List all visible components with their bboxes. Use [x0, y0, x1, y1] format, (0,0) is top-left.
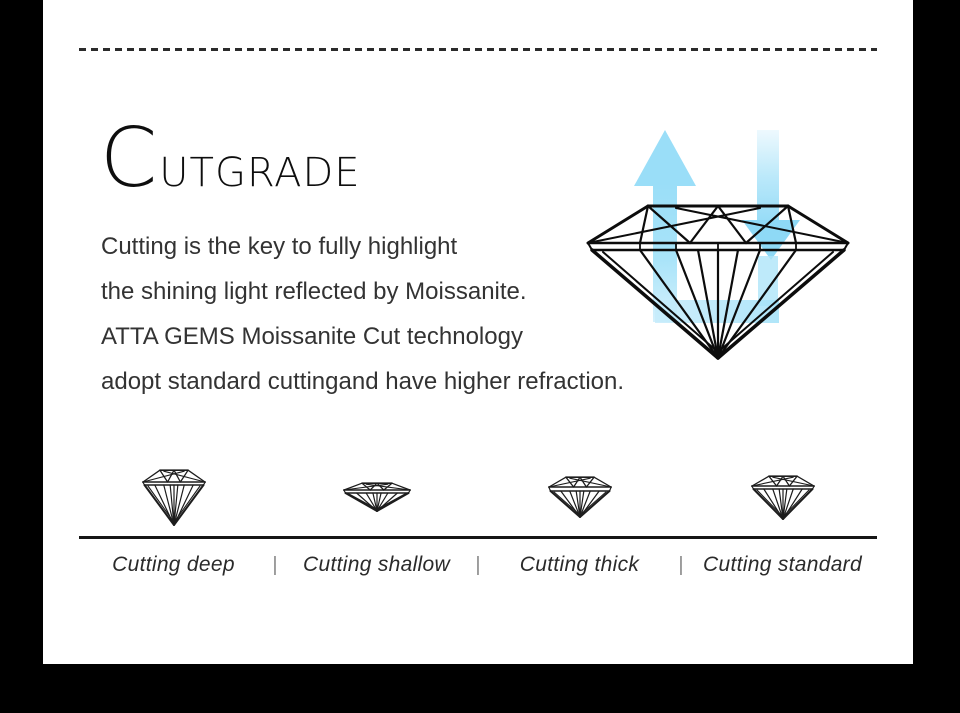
cut-label-shallow: Cutting shallow [303, 553, 450, 576]
cut-examples-icons-row [79, 462, 877, 532]
diamond-standard-icon [688, 475, 877, 520]
description-line: Cutting is the key to fully highlight [101, 233, 458, 260]
description-line: the shining light reflected by Moissanite. [101, 278, 527, 305]
label-separator: | [272, 553, 278, 576]
section-title [100, 111, 361, 206]
description-line: adopt standard cuttingand have higher refraction. [101, 368, 625, 395]
diamond-wireframe [588, 206, 848, 358]
description-line: ATTA GEMS Moissanite Cut technology [101, 323, 523, 350]
cut-examples-labels-row [79, 548, 877, 582]
label-separator: | [678, 553, 684, 576]
diamond-refraction-diagram [568, 118, 913, 373]
title-initial: C [100, 111, 160, 206]
label-separator: | [475, 553, 481, 576]
diamond-shallow-icon [282, 482, 471, 512]
diamond-deep-icon [79, 469, 268, 526]
cut-label-deep: Cutting deep [112, 553, 235, 576]
cut-label-thick: Cutting thick [519, 553, 640, 576]
cut-label-standard: Cutting standard [703, 553, 862, 576]
title-rest: UTGRADE [159, 150, 361, 196]
content-panel [43, 0, 913, 664]
up-arrow-head-icon [634, 130, 696, 186]
diamond-thick-icon [485, 476, 674, 518]
horizontal-divider [79, 536, 877, 539]
top-dashed-divider [79, 48, 877, 51]
